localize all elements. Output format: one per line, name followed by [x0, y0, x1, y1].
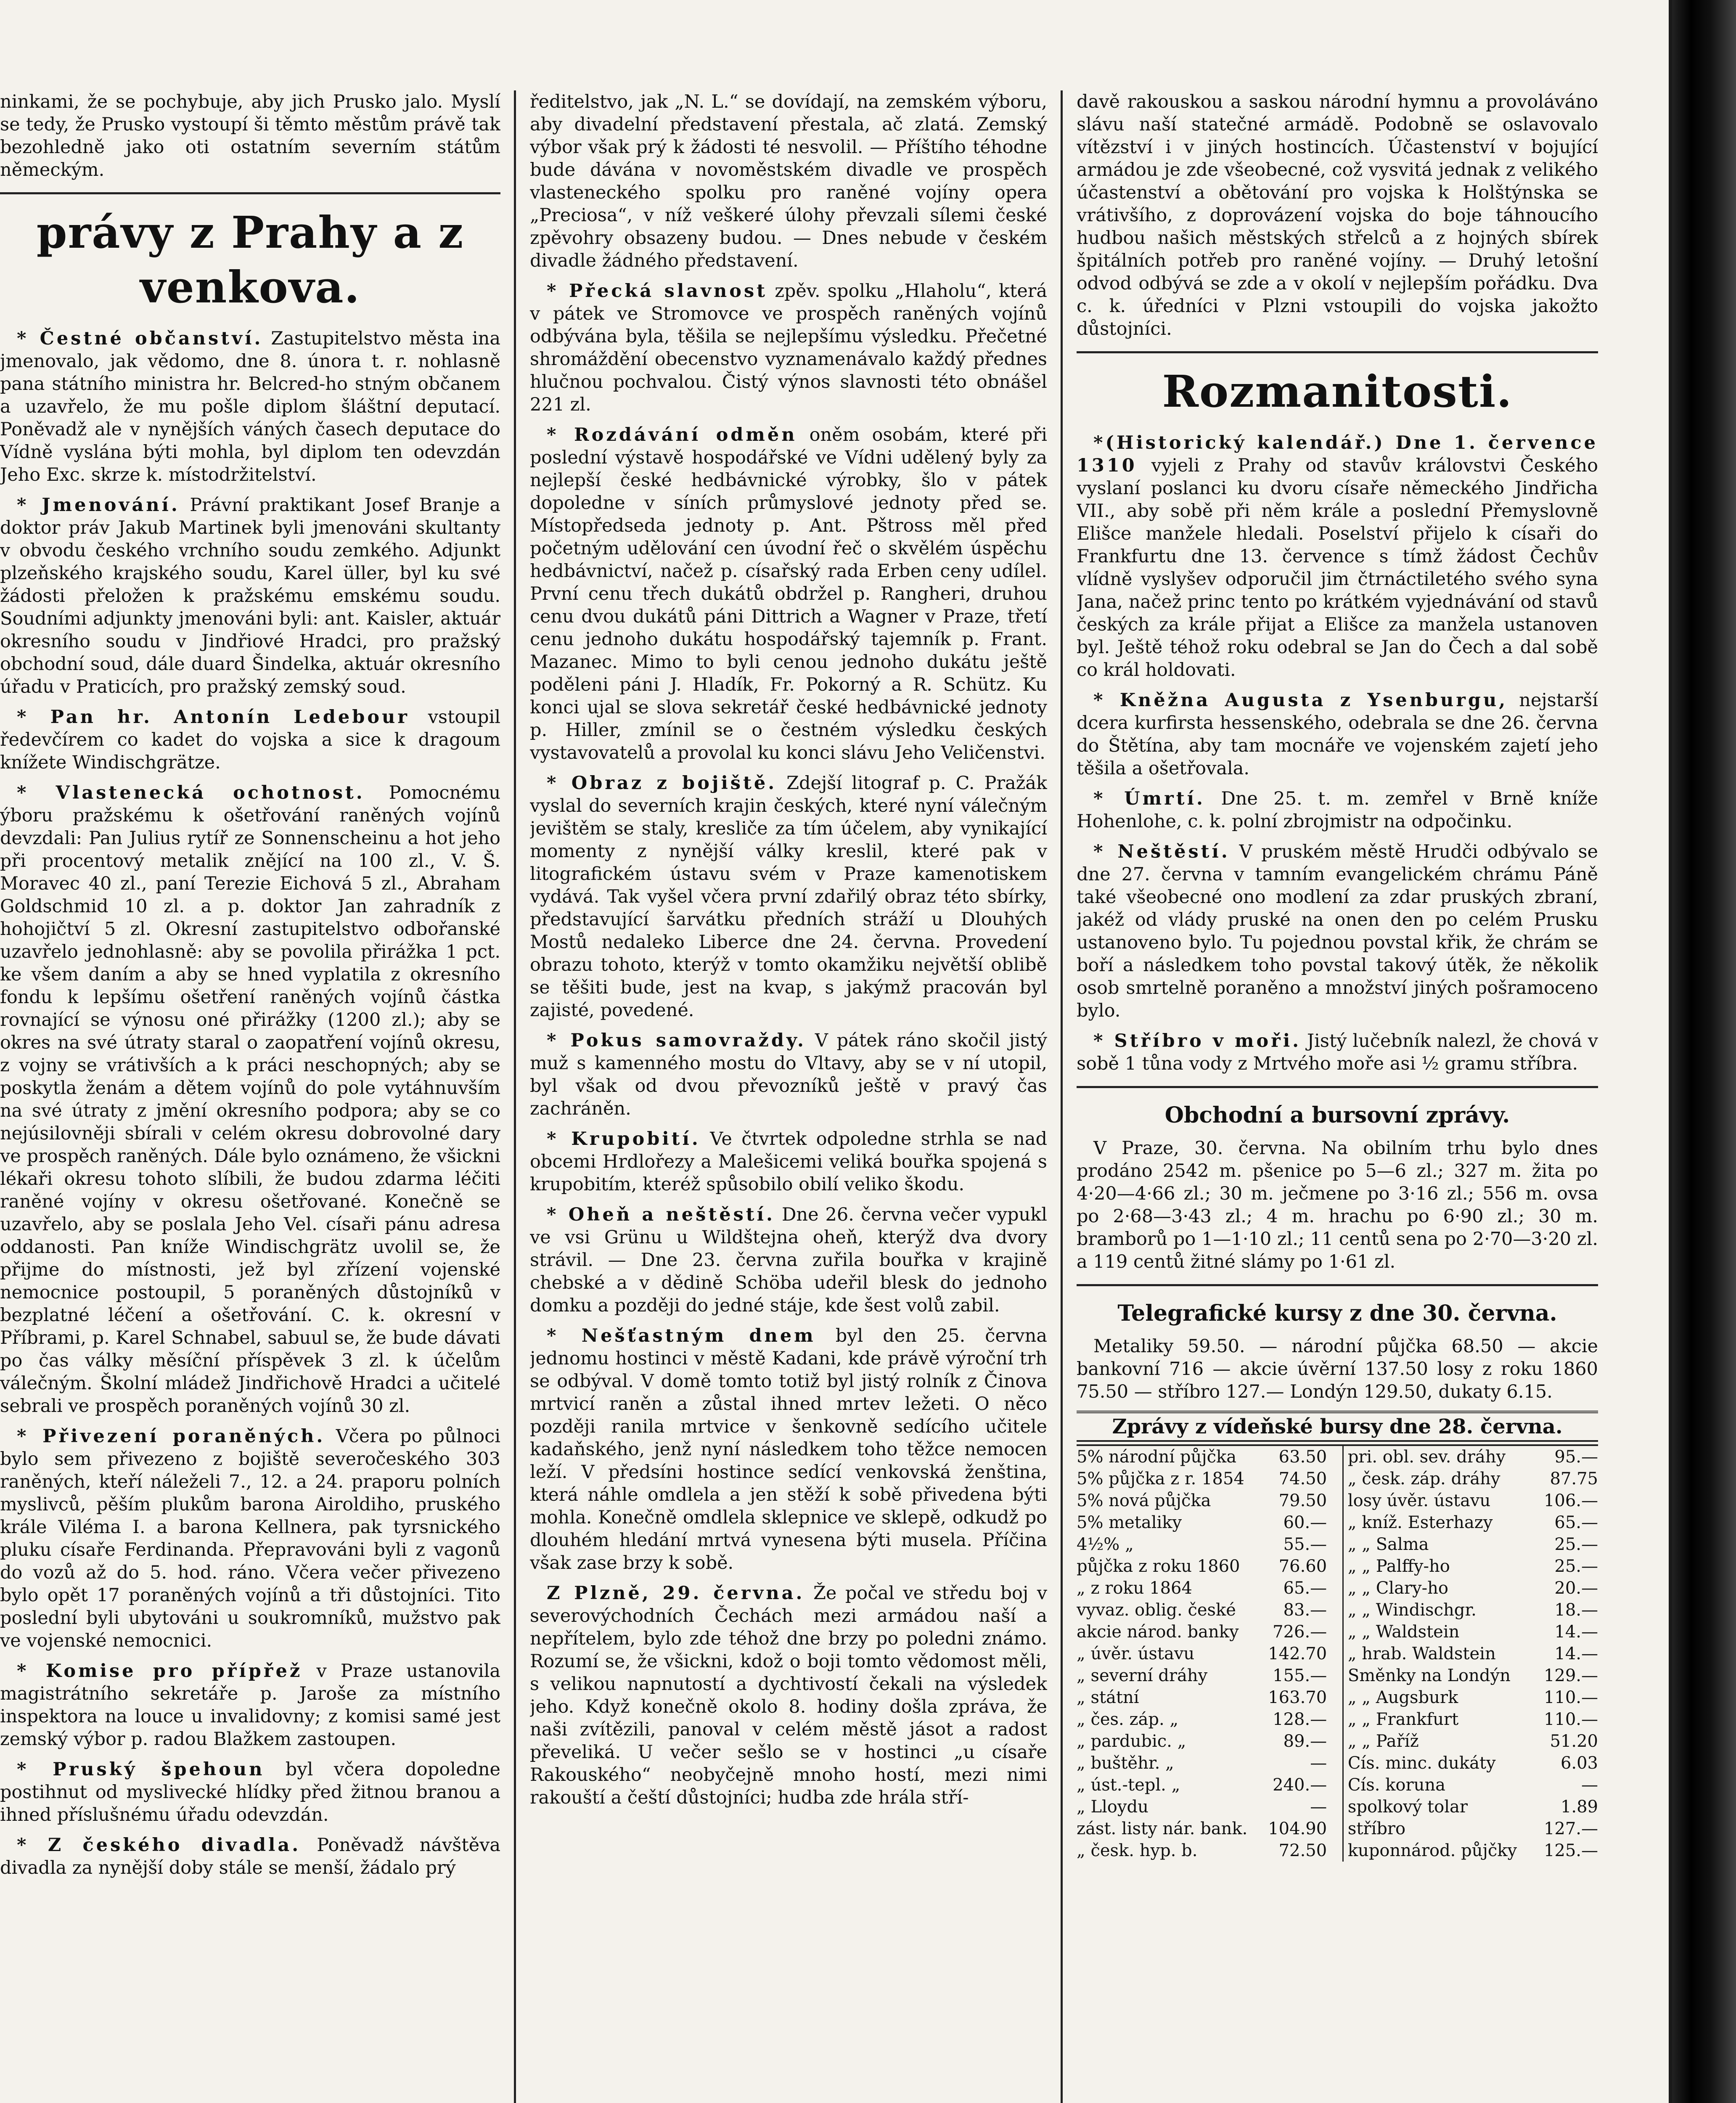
- article-lead: * Přecká slavnost: [547, 281, 768, 302]
- security-price: 1.89: [1560, 1797, 1598, 1817]
- divider: [0, 192, 500, 194]
- security-name: „ státní: [1077, 1688, 1139, 1707]
- table-cell: [1342, 1774, 1598, 1796]
- market-heading: Obchodní a bursovní zprávy.: [1164, 1102, 1510, 1128]
- article-lead: * Kněžna Augusta z Ysenburgu,: [1093, 690, 1508, 711]
- security-price: 74.50: [1278, 1469, 1327, 1489]
- table-cell: [1342, 1577, 1598, 1599]
- article-text: oněm osobám, které při poslední výstavě hospodářské ve Vídni udělený byly za nejlepší české hedbávnické výrobky, šlo v pátek dopoledne v síních průmyslové jednoty před se. Místopředseda jednoty p. Ant. Pštross měl před početným udělování cen úvodní řeč o skvělém úspěchu hedbávnictví, načež p. císařský rada Erben ceny udílel. První cenu třech dukátů obdržel p. Rangheri, druhou cenu dvou dukátů páni Dittrich a Wagner v Praze, třetí cenu jednoho dukátu hospodářský tajemník p. Frant. Mazanec. Mimo to byli cenou jednoho dukátu ještě poděleni páni J. Hladík, Fr. Pokorný a R. Schütz. Ku konci ujal se slova sekretář české hedbávnické jednoty p. Hiller, zmínil se o čestném výsledku českých vystavovatelů a provolal ku konci slávu Jeho Veličenstvi.: [530, 424, 1047, 763]
- article-text: Že počal ve středu boj v severovýchodních Čechách mezi armádou naší a nepřítelem, bylo zde téhož dne brzy po poledni známo. Rozumí se, že všickni, kdož o boji tomto vědomost měli, s velikou napnutostí a dychtivostí čekali na výsledek jeho. Když konečně okolo 8. hodiny došla zpráva, že naši zvítězili, panoval v celém městě jásot a radost převeliká. U večer sešlo se v hostinci „u císaře Rakouského“ neobyčejně mnoho hostí, mezi nimi rakouští a čeští důstojníci; hudba zde hrála stří-: [530, 1583, 1047, 1808]
- table-cell: [1077, 1512, 1327, 1534]
- article-lead: * Čestné občanství.: [17, 328, 263, 349]
- security-price: 110.—: [1543, 1688, 1598, 1707]
- col2-intro: ředitelstvo, jak „N. L.“ se dovídají, na zemském výboru, aby divadelní představení přestala, ač zlatá. Zemský výbor však prý k žádosti té nesvolil. — Příštího téhodne bude dávána v novoměstském divadle ve prospěch vlasteneckého spolku pro raněné vojíny opera „Preciosa“, v níž veškeré úlohy převzali sílemi české zpěvohry obsazeny budou. — Dnes nebude v českém divadle žádného představení.: [530, 91, 1047, 271]
- table-row: [1077, 1730, 1598, 1752]
- table-cell: [1077, 1708, 1327, 1730]
- column-1: [0, 90, 500, 1887]
- table-row: [1077, 1555, 1598, 1577]
- article-text: V pátek ráno skočil jistý muž s kamenného mostu do Vltavy, aby se v ní utopil, byl však od dvou převozníků ještě v pravý čas zachráněn.: [530, 1030, 1047, 1119]
- table-cell: [1077, 1687, 1327, 1708]
- article: [0, 1660, 500, 1751]
- table-row: [1077, 1599, 1598, 1621]
- security-price: 65.—: [1554, 1513, 1598, 1532]
- column-3: [1077, 90, 1598, 1862]
- table-cell: [1342, 1687, 1598, 1708]
- table-row: [1077, 1708, 1598, 1730]
- security-price: 18.—: [1554, 1600, 1598, 1620]
- security-price: 51.20: [1550, 1732, 1598, 1751]
- article-text: Pomocnému ýboru pražskému k ošetřování raněných vojínů devzdali: Pan Julius rytíř ze Sonnenscheinu a hot jeho při procentový metalik znějící na 100 zl., V. Š. Moravec 40 zl., paní Terezie Eichová 5 zl., Abraham Goldschmid 10 zl. a p. doktor Jan zahradník z hohojičtví 5 zl. Okresní zastupitelstvo odbořanské uzavřelo jednohlasně: aby se povolila přirážka 1 pct. ke všem daním a aby se hned vyplatila z okresního fondu k lepšímu ošetření raněných vojínů částka rovnající se výnosu oné přirážky (1200 zl.); aby se okres na své útraty staral o zaopatření vojínů okresu, z vojny se vrátivších a k práci neschopných; aby se poskytla ženám a dětem vojínů do pole vytáhnuvším na své útraty z jmění okresního podpora; aby se co nejúsilovněji sbírali v celém okresu dobrovolné dary ve prospěch raněných. Dále bylo oznámeno, že všickni lékaři okresu tohoto slíbili, že budou zdarma léčiti raněné vojíny v okresu ošetřované. Konečně se uzavřelo, aby se poslala Jeho Vel. císaři pánu adresa oddanosti. Pan kníže Windischgrätz uvolil se, že přijme do místnosti, jež byl zřízení vojenské nemocnice postoupil, 5 poraněných důstojníků v bezplatné léčení a ošetřování. C. k. okresní v Příbrami, p. Karel Schnabel, sabuul se, že bude dávati po čas války měsíční příspěvek 3 zl. k účelům válečným. Školní mládež Jindřichově Hradci a učitelé sebrali ve prospěch poraněných vojínů 30 zl.: [0, 782, 500, 1417]
- security-price: —: [1310, 1753, 1327, 1773]
- article: [1077, 689, 1598, 780]
- security-name: „ čes. záp. „: [1077, 1710, 1179, 1729]
- table-row: [1077, 1512, 1598, 1534]
- article: [530, 1324, 1047, 1574]
- article-lead: * Nešťastným dnem: [547, 1325, 816, 1346]
- article-text: vstoupil ředevčírem co kadet do vojska a sice k dragoum knížete Windischgrätze.: [0, 707, 500, 773]
- article-lead: Z Plzně, 29. června.: [547, 1583, 805, 1604]
- divider: [1077, 1086, 1598, 1088]
- security-name: „ „ Palffy-ho: [1347, 1557, 1450, 1576]
- table-cell: [1342, 1599, 1598, 1621]
- article-lead: * Krupobití.: [547, 1128, 701, 1149]
- market-text: V Praze, 30. června. Na obilním trhu bylo dnes prodáno 2542 m. pšenice po 5—6 zl.; 327 m. žita po 4·20—4·66 zl.; 30 m. ječmene po 3·16 zl.; 556 m. ovsa po 2·68—3·43 zl.; 4 m. hrachu po 6·90 zl.; 30 m. bramborů po 1—1·10 zl.; 11 centů sena po 2·70—3·20 zl. a 119 centů žitné slámy po 1·61 zl.: [1077, 1138, 1598, 1272]
- security-price: 87.75: [1550, 1469, 1598, 1489]
- article: [530, 1582, 1047, 1809]
- security-name: „ úvěr. ústavu: [1077, 1644, 1195, 1663]
- table-row: [1077, 1621, 1598, 1643]
- article-lead: * Rozdávání odměn: [547, 424, 797, 445]
- security-price: 125.—: [1543, 1841, 1598, 1860]
- security-name: „ buštěhr. „: [1077, 1753, 1174, 1773]
- table-cell: [1342, 1796, 1598, 1818]
- table-row: [1077, 1490, 1598, 1512]
- security-name: pri. obl. sev. dráhy: [1347, 1447, 1506, 1467]
- article: [0, 494, 500, 698]
- security-price: 79.50: [1278, 1491, 1327, 1510]
- article-text: byl včera dopoledne postihnut od myslivecké hlídky před žitnou branou a ihned příslušnému úřadu odevzdán.: [0, 1759, 500, 1825]
- table-cell: [1077, 1534, 1327, 1555]
- telegraph-text: Metaliky 59.50. — národní půjčka 68.50 — akcie bankovní 716 — akcie úvěrní 137.50 losy z roku 1860 75.50 — stříbro 127.— Londýn 129.50, dukaty 6.15.: [1077, 1336, 1598, 1402]
- security-name: „ severní dráhy: [1077, 1666, 1208, 1685]
- article: [1077, 432, 1598, 681]
- article-text: Zdejší litograf p. C. Pražák vyslal do severních krajin českých, které nyní válečným jevištěm se staly, kresliče za tím účelem, aby vynikající momenty z nynější války kreslil, které pak v litografickém ústavu svém v Praze kamenotiskem vydává. Tak vyšel včera první zdařilý obraz této sbírky, představující šarvátku předních stráží u Dlouhých Mostů nedaleko Liberce dne 24. června. Provedení obrazu tohoto, kterýž v tomto okamžiku největší oblibě se těšiti bude, jest na kvap, s jakýmž pracován byl zajisté, povedené.: [530, 773, 1047, 1021]
- security-price: 104.90: [1268, 1819, 1327, 1838]
- article: [0, 1834, 500, 1879]
- table-row: [1077, 1534, 1598, 1555]
- security-name: vyvaz. oblig. české: [1077, 1600, 1236, 1620]
- article-lead: * Komise pro přípřež: [17, 1661, 303, 1682]
- security-name: spolkový tolar: [1347, 1797, 1468, 1817]
- table-cell: [1077, 1599, 1327, 1621]
- security-name: „ pardubic. „: [1077, 1732, 1186, 1751]
- security-name: „ „ Waldstein: [1347, 1622, 1460, 1642]
- table-cell: [1077, 1774, 1327, 1796]
- security-name: „ kníž. Esterhazy: [1347, 1513, 1493, 1532]
- security-price: 155.—: [1273, 1666, 1327, 1685]
- column-2: [530, 90, 1047, 1817]
- bourse-heading: Zprávy z vídeňské bursy dne 28. června.: [1077, 1411, 1598, 1442]
- divider: [1077, 351, 1598, 353]
- table-cell: [1077, 1730, 1327, 1752]
- security-name: „ „ Paříž: [1347, 1732, 1419, 1751]
- article-lead: * Neštěstí.: [1093, 841, 1230, 862]
- table-cell: [1077, 1446, 1327, 1468]
- security-price: 129.—: [1543, 1666, 1598, 1685]
- security-price: 25.—: [1554, 1535, 1598, 1554]
- col1-intro: ninkami, že se pochybuje, aby jich Prusko jalo. Myslí se tedy, že Prusko vystoupí ši těmto městům právě tak bezohledně jako oti ostatním severním státům německým.: [0, 91, 500, 180]
- table-cell: [1342, 1468, 1598, 1490]
- table-row: [1077, 1468, 1598, 1490]
- article: [530, 772, 1047, 1022]
- table-row: [1077, 1796, 1598, 1818]
- security-name: „ „ Frankfurt: [1347, 1710, 1459, 1729]
- security-name: „ z roku 1864: [1077, 1579, 1192, 1598]
- security-price: 110.—: [1543, 1710, 1598, 1729]
- security-name: „ „ Clary-ho: [1347, 1579, 1449, 1598]
- security-name: 4½% „: [1077, 1535, 1134, 1554]
- security-price: 20.—: [1554, 1579, 1598, 1598]
- security-name: Směnky na Londýn: [1347, 1666, 1511, 1685]
- security-name: stříbro: [1347, 1819, 1406, 1838]
- article: [530, 1029, 1047, 1120]
- security-name: 5% národní půjčka: [1077, 1447, 1237, 1467]
- security-price: 127.—: [1543, 1819, 1598, 1838]
- table-cell: [1342, 1643, 1598, 1665]
- table-row: [1077, 1687, 1598, 1708]
- security-name: „ Lloydu: [1077, 1797, 1149, 1817]
- security-price: 6.03: [1560, 1753, 1598, 1773]
- article-lead: * Z českého divadla.: [17, 1835, 301, 1856]
- section-heading-miscellany: Rozmanitosti.: [1162, 366, 1513, 417]
- security-name: 5% půjčka z r. 1854: [1077, 1469, 1244, 1489]
- column-rule: [514, 90, 516, 2103]
- table-row: [1077, 1446, 1598, 1468]
- security-price: 95.—: [1554, 1447, 1598, 1467]
- article-text: Jistý lučebník nalezl, že chová v sobě 1 tůna vody z Mrtvého moře asi ½ gramu stříbra.: [1077, 1030, 1598, 1074]
- table-cell: [1342, 1752, 1598, 1774]
- column-rule: [1061, 90, 1063, 2103]
- table-row: [1077, 1577, 1598, 1599]
- table-cell: [1077, 1621, 1327, 1643]
- article: [1077, 840, 1598, 1022]
- security-price: 163.70: [1268, 1688, 1327, 1707]
- table-cell: [1342, 1534, 1598, 1555]
- telegraph-heading: Telegrafické kursy z dne 30. června.: [1117, 1300, 1557, 1326]
- security-name: „ hrab. Waldstein: [1347, 1644, 1496, 1663]
- article-text: Ve čtvrtek odpoledne strhla se nad obcemi Hrdlořezy a Malešicemi veliká bouřka spojená s krupobitím, kteréž spůsobilo obilí veliko škodu.: [530, 1128, 1047, 1195]
- article-text: zpěv. spolku „Hlaholu“, která v pátek ve Stromovce ve prospěch raněných vojínů odbývána byla, těšila se nejlepšímu výsledku. Přečetné shromáždění obecenstvo vyznamenávalo každý přednes hlučnou pochvalou. Čistý výnos slavnosti této obnášel 221 zl.: [530, 281, 1047, 415]
- article-text: Dne 25. t. m. zemřel v Brně kníže Hohenlohe, c. k. polní zbrojmistr na odpočinku.: [1077, 788, 1598, 832]
- security-price: 60.—: [1283, 1513, 1327, 1532]
- table-cell: [1077, 1643, 1327, 1665]
- article-lead: * Přivezení poraněných.: [17, 1426, 326, 1447]
- security-price: 89.—: [1283, 1732, 1327, 1751]
- article-text: Poněvadž návštěva divadla za nynější doby stále se menší, žádalo prý: [0, 1835, 500, 1878]
- article: [530, 1203, 1047, 1317]
- security-name: „ úst.-tepl. „: [1077, 1775, 1180, 1795]
- security-name: losy úvěr. ústavu: [1347, 1491, 1491, 1510]
- article-text: Dne 26. června večer vypukl ve vsi Grünu u Wildštejna oheň, kterýž dva dvory strávil. — Dne 23. června zuřila bouřka v krajině chebské a v dědině Schöba udeřil blesk do jednoho domku a později do jedné stáje, kde šest volů zabil.: [530, 1204, 1047, 1316]
- table-cell: [1077, 1468, 1327, 1490]
- article-lead: * Obraz z bojiště.: [547, 773, 777, 794]
- table-cell: [1077, 1555, 1327, 1577]
- table-cell: [1077, 1818, 1327, 1840]
- security-name: „ „ Augsburk: [1347, 1688, 1458, 1707]
- divider: [1077, 1284, 1598, 1286]
- table-cell: [1077, 1577, 1327, 1599]
- table-cell: [1077, 1752, 1327, 1774]
- table-cell: [1342, 1446, 1598, 1468]
- security-name: „ česk. záp. dráhy: [1347, 1469, 1500, 1489]
- security-name: „ „ Salma: [1347, 1535, 1429, 1554]
- scan-border: [1672, 0, 1736, 2103]
- article-text: Zastupitelstvo města ina jmenovalo, jak vědomo, dne 8. února t. r. nohlasně pana státního ministra hr. Belcred-ho stným občanem a uzavřelo, že mu pošle diplom šláštní deputací. Poněvadž ale v nynějších váných časech deputace do Vídně vyslána býti mohla, byl diplom ten odevzdán Jeho Exc. skrze k. místodržitelství.: [0, 328, 500, 485]
- table-cell: [1342, 1512, 1598, 1534]
- security-price: 25.—: [1554, 1557, 1598, 1576]
- article-lead: * Stříbro v moři.: [1093, 1030, 1302, 1052]
- table-cell: [1342, 1665, 1598, 1687]
- article: [0, 781, 500, 1417]
- security-name: půjčka z roku 1860: [1077, 1557, 1240, 1576]
- article-lead: *(Historický kalendář.) Dne 1. července 1310: [1077, 432, 1598, 476]
- security-price: 63.50: [1278, 1447, 1327, 1467]
- security-price: 240.—: [1273, 1775, 1327, 1795]
- security-price: 83.—: [1283, 1600, 1327, 1620]
- article-text: vyjeli z Prahy od stavův královstvi Českého vyslaní poslanci ku dvoru císaře německého Jindřicha VII., aby sobě při něm krále a poslední Přemyslovně Elišce manžele hledali. Poselství přijelo k císaři do Frankfurtu dne 13. července s tímž žádost Čechův vlídně vyslyšev odporučil jim čtrnáctiletého svého syna Jana, načež princ tento po krátkém vyjednávání od stavů českých za krále přijat a Elišce za manžela ustanoven byl. Ještě téhož roku odebral se Jan do Čech a dal sobě co král holdovati.: [1077, 455, 1598, 681]
- article: [0, 1758, 500, 1826]
- table-cell: [1342, 1708, 1598, 1730]
- table-cell: [1342, 1555, 1598, 1577]
- article-lead: * Oheň a neštěstí.: [547, 1204, 775, 1225]
- security-name: Cís. minc. dukáty: [1347, 1753, 1496, 1773]
- article-text: v Praze ustanovila magistrátního sekretáře p. Jaroše za místního inspektora na louce u invalidovny; z komisi samé jest zemský výbor p. radou Blažkem zastoupen.: [0, 1661, 500, 1750]
- article: [1077, 787, 1598, 833]
- table-cell: [1342, 1621, 1598, 1643]
- security-name: „ „ Windischgr.: [1347, 1600, 1477, 1620]
- security-price: 726.—: [1273, 1622, 1327, 1642]
- security-name: 5% metaliky: [1077, 1513, 1182, 1532]
- article: [530, 424, 1047, 764]
- article-text: Včera po půlnoci bylo sem přivezeno z bojiště severočeského 303 raněných, kteří náleželi 7., 12. a 24. praporu polních myslivců, pěším plukům barona Airoldiho, pruského krále Viléma I. a barona Kellnera, pak tyrsnického pluku císaře Ferdinanda. Přepravováni byli z vagonů do vozů až do 5. hod. ráno. Včera večer přivezeno bylo opět 17 poraněných vojínů a tři důstojníci. Tito poslední byli ubytováni u soukromníků, mužstvo pak ve vojenské nemocnici.: [0, 1426, 500, 1651]
- bourse-table: [1077, 1444, 1598, 1862]
- table-row: [1077, 1665, 1598, 1687]
- security-name: zást. listy nár. bank.: [1077, 1819, 1248, 1838]
- article-text: byl den 25. června jednomu hostinci v městě Kadani, kde právě výroční trh se odbýval. V domě tomto totiž byl jistý rolník z Činova mrtvicí raněn a zůstal ihned mrtev ležeti. O něco později ranila mrtvice v šenkovně sedícího učitele kadaňského, jenž nyní následkem toho těžce nemocen leží. V předsíni hostince sedící venkovská ženština, která náhle omdlela a jen stěží k sobě přivedena býti mohla. Konečně omdlela sklepnice ve sklepě, odkudž po dlouhém hledání mrtvá vynesena býti musela. Příčina však zase brzy k sobě.: [530, 1325, 1047, 1573]
- article: [0, 1425, 500, 1652]
- article: [0, 327, 500, 486]
- table-row: [1077, 1752, 1598, 1774]
- article-text: V pruském městě Hrudči odbývalo se dne 27. června v tamním evangelickém chrámu Páně také všeobecné ono modlení za zdar pruských zbraní, jakéž od vlády pruské na onen den po celém Prusku ustanoveno bylo. Tu pojednou povstal křik, že chrám se boří a následkem toho povstal takový útěk, že několik osob smrtelně poraněno a množství jiných pošramoceno bylo.: [1077, 841, 1598, 1021]
- security-name: Cís. koruna: [1347, 1775, 1445, 1795]
- article-text: Právní praktikant Josef Branje a doktor práv Jakub Martinek byli jmenováni skultanty v obvodu českého vrchního soudu zemkého. Adjunkt plzeňského krajského soudu, Karel üller, byl ku své žádosti přeložen k pražskému emskému soudu. Soudními adjunkty jmenováni byli: ant. Kaisler, aktuár okresního soudu v Jindřiové Hradci, pro pražský obchodní soud, dále duard Šindelka, aktuár okresního úřadu v Praticích, pro pražský zemský soud.: [0, 495, 500, 697]
- table-cell: [1077, 1665, 1327, 1687]
- table-cell: [1342, 1818, 1598, 1840]
- article: [1077, 1030, 1598, 1075]
- security-price: —: [1581, 1775, 1598, 1795]
- security-name: akcie národ. banky: [1077, 1622, 1239, 1642]
- article: [530, 1128, 1047, 1196]
- article: [530, 280, 1047, 416]
- table-cell: [1342, 1840, 1598, 1862]
- article-lead: * Jmenování.: [17, 495, 180, 516]
- article-lead: * Pruský špehoun: [17, 1759, 265, 1780]
- article-text: nejstarší dcera kurfirsta hessenského, odebrala se dne 26. června do Štětína, aby tam mocnáře ve vojenském zajetí jeho těšila a ošetřovala.: [1077, 690, 1598, 779]
- article-lead: * Pan hr. Antonín Ledebour: [17, 707, 410, 728]
- table-cell: [1077, 1490, 1327, 1512]
- col3-intro: davě rakouskou a saskou národní hymnu a provoláváno slávu naší statečné armádě. Podobně se oslavovalo vítězství i v jiných hostincích. Účastenství v bojující armádou je zde všeobecné, což vysvitá jednak z velikého účastenství a obětování pro vojska k Holštýnska se vrátivšího, z doprovázení vojska do boje táhnoucího hudbou našich městských střelců a z hojných sbírek špitálních potřeb pro raněné vojíny. — Druhý letošní odvod odbývá se zde a v okolí v nejlepším pořádku. Dva c. k. úředníci v Plzni vstoupili do vojska jakožto důstojníci.: [1077, 91, 1598, 339]
- table-cell: [1077, 1796, 1327, 1818]
- article-lead: * Vlastenecká ochotnost.: [17, 782, 365, 803]
- table-cell: [1342, 1730, 1598, 1752]
- security-price: 106.—: [1543, 1491, 1598, 1510]
- security-price: 55.—: [1283, 1535, 1327, 1554]
- security-price: 72.50: [1278, 1841, 1327, 1860]
- security-price: 128.—: [1273, 1710, 1327, 1729]
- security-name: 5% nová půjčka: [1077, 1491, 1211, 1510]
- article-lead: * Pokus samovraždy.: [547, 1030, 807, 1051]
- table-row: [1077, 1774, 1598, 1796]
- table-row: [1077, 1818, 1598, 1840]
- security-price: 14.—: [1554, 1644, 1598, 1663]
- security-name: kuponnárod. půjčky: [1347, 1841, 1517, 1860]
- table-row: [1077, 1840, 1598, 1862]
- table-row: [1077, 1643, 1598, 1665]
- article: [0, 706, 500, 774]
- security-price: 14.—: [1554, 1622, 1598, 1642]
- table-cell: [1077, 1840, 1327, 1862]
- security-name: „ česk. hyp. b.: [1077, 1841, 1198, 1860]
- security-price: 76.60: [1278, 1557, 1327, 1576]
- article-lead: * Úmrtí.: [1093, 788, 1205, 809]
- table-cell: [1342, 1490, 1598, 1512]
- security-price: 142.70: [1268, 1644, 1327, 1663]
- section-heading-prague: právy z Prahy a z venkova.: [36, 207, 464, 313]
- security-price: 65.—: [1283, 1579, 1327, 1598]
- security-price: —: [1310, 1797, 1327, 1817]
